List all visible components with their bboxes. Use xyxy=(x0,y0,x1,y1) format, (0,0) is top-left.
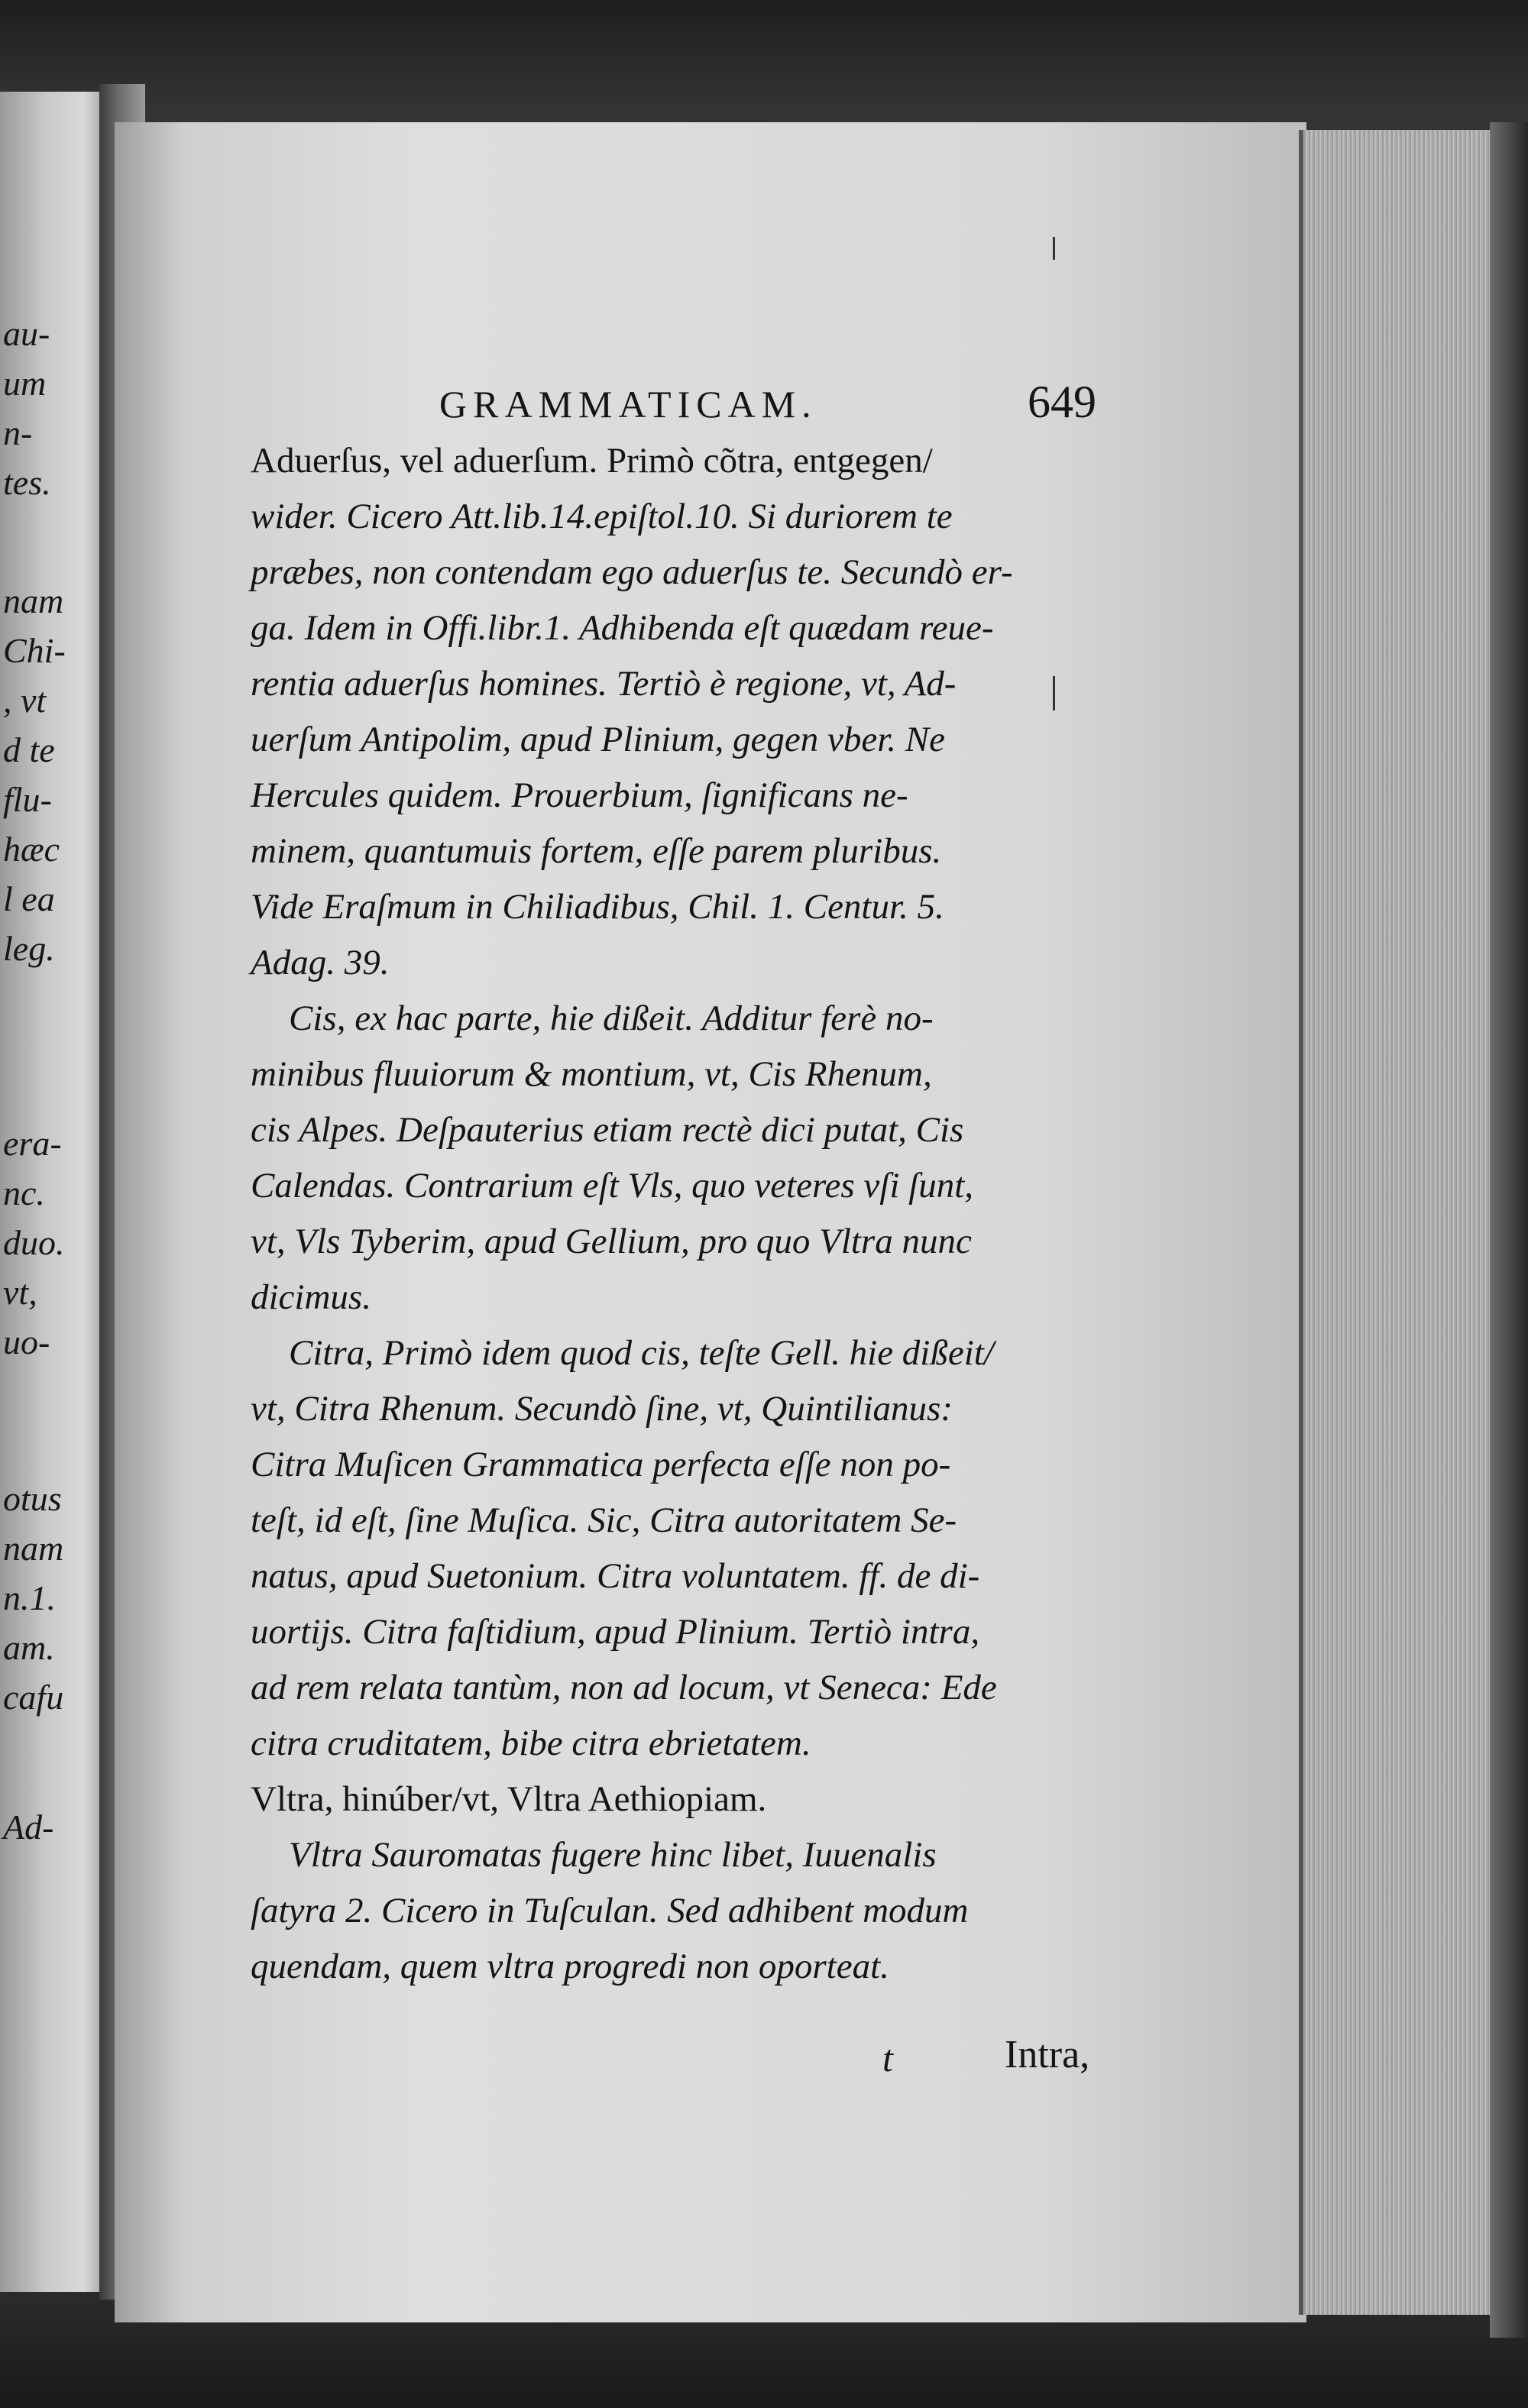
left-fragment: duo. xyxy=(3,1223,65,1262)
book-edge-shadow xyxy=(1490,122,1528,2338)
text-line: wider. Cicero Att.lib.14.epiſtol.10. Si duriorem te xyxy=(251,497,953,536)
left-fragment: Chi- xyxy=(3,631,66,670)
left-fragment: l ea xyxy=(3,879,55,918)
text-line: vt, Citra Rhenum. Secundò ſine, vt, Quintilianus: xyxy=(251,1389,953,1429)
text-line: teſt, id eſt, ſine Muſica. Sic, Citra autoritatem Se- xyxy=(251,1500,957,1540)
left-fragment: cafu xyxy=(3,1678,64,1717)
paper-mark xyxy=(1053,676,1055,710)
text-line: Adag. 39. xyxy=(251,943,390,982)
left-fragment: au- xyxy=(3,314,50,353)
text-line: Vltra Sauromatas fugere hinc libet, Iuuenalis xyxy=(289,1835,937,1875)
running-head: GRAMMATICAM. xyxy=(439,383,817,426)
left-fragment: hæc xyxy=(3,830,60,869)
text-line: Vide Eraſmum in Chiliadibus, Chil. 1. Centur. 5. xyxy=(251,887,944,927)
text-line: dicimus. xyxy=(251,1277,371,1317)
text-line: uerſum Antipolim, apud Plinium, gegen vber. Ne xyxy=(251,720,945,759)
text-line: ga. Idem in Offi.libr.1. Adhibenda eſt quædam reue- xyxy=(251,608,994,648)
text-line: vt, Vls Tyberim, apud Gellium, pro quo Vltra nunc xyxy=(251,1222,972,1261)
book-fore-edge xyxy=(1299,130,1510,2315)
left-facing-page xyxy=(0,92,115,2292)
text-line: cis Alpes. Deſpauterius etiam rectè dici putat, Cis xyxy=(251,1110,964,1150)
text-line: ſatyra 2. Cicero in Tuſculan. Sed adhibent modum xyxy=(251,1891,969,1931)
text-line: citra cruditatem, bibe citra ebrietatem. xyxy=(251,1723,811,1763)
text-line: Hercules quidem. Prouerbium, ſignificans ne- xyxy=(251,775,908,815)
left-fragment: otus xyxy=(3,1479,62,1518)
left-fragment: um xyxy=(3,364,47,403)
right-page xyxy=(115,122,1306,2322)
text-line: natus, apud Suetonium. Citra voluntatem. ff. de di- xyxy=(251,1556,980,1596)
catchword: Intra, xyxy=(1005,2033,1090,2076)
left-fragment: tes. xyxy=(3,463,51,502)
text-line: ad rem relata tantùm, non ad locum, vt Seneca: Ede xyxy=(251,1668,997,1707)
paper-mark xyxy=(1053,237,1055,260)
left-fragment: vt, xyxy=(3,1273,37,1312)
left-fragment: nam xyxy=(3,581,64,620)
text-line: Aduerſus, vel aduerſum. Primò cõtra, entgegen/ xyxy=(251,441,933,481)
text-line: Citra, Primò idem quod cis, teſte Gell. hie dißeit/ xyxy=(289,1333,994,1373)
left-fragment: , vt xyxy=(3,681,47,720)
text-line: præbes, non contendam ego aduerſus te. Secundò er- xyxy=(251,552,1013,592)
left-fragment: nam xyxy=(3,1529,64,1568)
page-number: 649 xyxy=(1028,377,1096,427)
left-fragment: flu- xyxy=(3,780,52,819)
text-line: Vltra, hinúber/vt, Vltra Aethiopiam. xyxy=(251,1779,767,1819)
left-fragment: nc. xyxy=(3,1173,45,1212)
signature-mark: t xyxy=(882,2037,893,2079)
text-line: quendam, quem vltra progredi non oporteat. xyxy=(251,1947,889,1986)
left-fragment: leg. xyxy=(3,929,55,968)
text-line: uortijs. Citra faſtidium, apud Plinium. Tertiò intra, xyxy=(251,1612,980,1652)
left-fragment: era- xyxy=(3,1124,62,1163)
text-line: Cis, ex hac parte, hie dißeit. Additur ferè no- xyxy=(289,998,934,1038)
text-line: Calendas. Contrarium eſt Vls, quo veteres vſi ſunt, xyxy=(251,1166,974,1206)
left-fragment: n- xyxy=(3,413,33,452)
left-fragment: Ad- xyxy=(3,1808,54,1846)
left-fragment: uo- xyxy=(3,1322,50,1361)
text-line: minem, quantumuis fortem, eſſe parem pluribus. xyxy=(251,831,942,871)
text-line: rentia aduerſus homines. Tertiò è regione, vt, Ad- xyxy=(251,664,957,704)
left-fragment: d te xyxy=(3,730,55,769)
left-fragment: n.1. xyxy=(3,1578,56,1617)
text-line: minibus fluuiorum & montium, vt, Cis Rhenum, xyxy=(251,1054,932,1094)
left-fragment: am. xyxy=(3,1628,55,1667)
text-line: Citra Muſicen Grammatica perfecta eſſe non po- xyxy=(251,1445,951,1484)
